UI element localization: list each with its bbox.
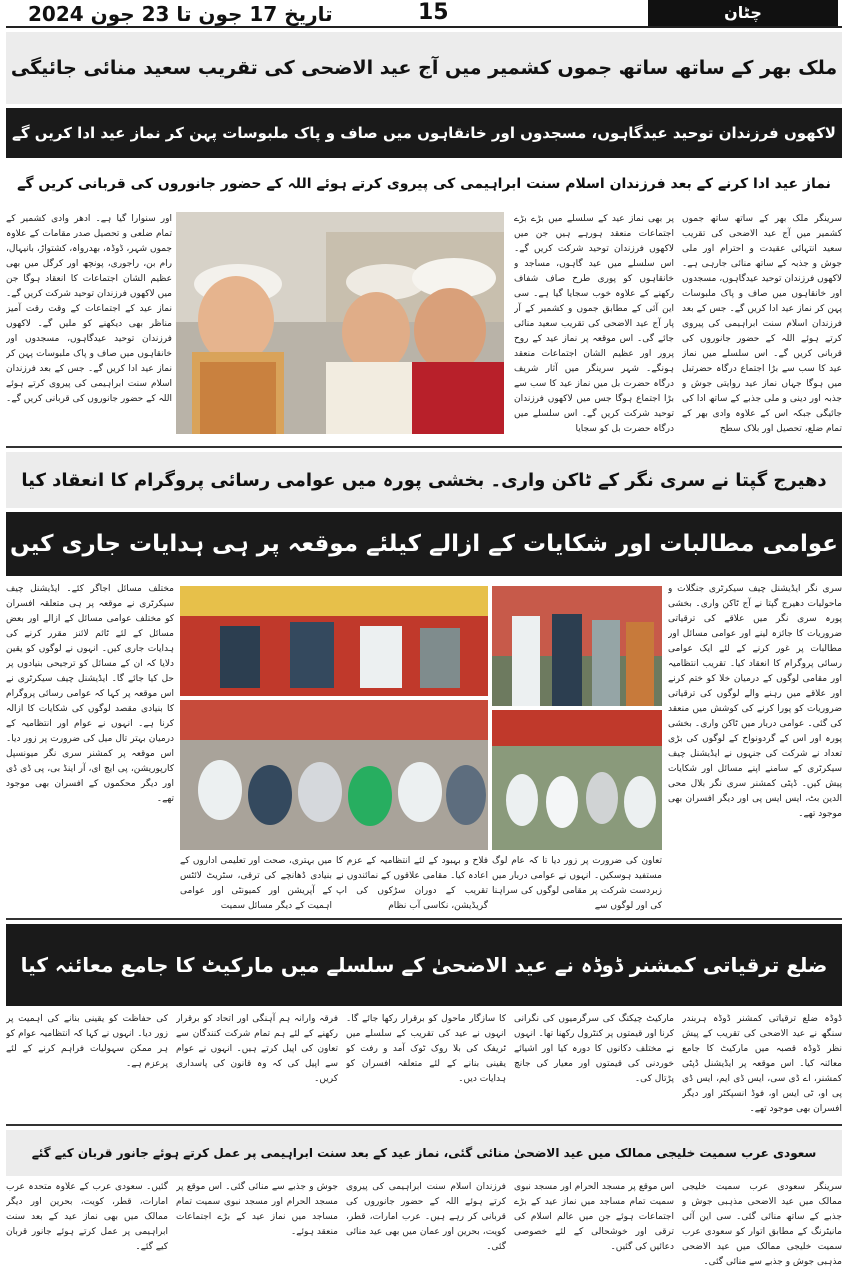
story1-column: پر بھی نماز عید کے سلسلے میں بڑے بڑے اجتماعات منعقد ہورہے ہیں جن میں لاکھوں فرزندان توحید شرکت کریں گے۔ اس سلسلے میں عید گاہوں، مساجد و خانقاہوں کو پوری طرح صاف شفاف رکھنے کے علاوہ خوب سجایا گیا ہے۔ سی این آئی کے مطابق جموں و کشمیر کے آر پار آج عید الاضحی کی تقریب سعید منائی جائے گی۔ اس موقعہ پر نماز عید کے روح پرور اور عظیم الشان اجتماعات منعقد ہونگے۔ شہر سرینگر میں آثار شریف درگاہ حضرت بل میں نماز عید کا سب سے بڑا اجتماع ہوگا جس میں لاکھوں فرزندان توحید شرکت کریں گے۔ اس سلسلے میں درگاہ حضرت بل کو سجایا: [514, 214, 674, 434]
story4-column: جوش و جذبے سے منائی گئی۔ اس موقع پر مسجد الحرام اور مسجد نبوی سمیت تمام مساجد میں نماز عید کے بڑے اجتماعات منعقد ہوئے۔: [176, 1182, 338, 1237]
story3-column: فرقہ وارانہ ہم آہنگی اور اتحاد کو برقرار رکھنے کے لئے ہم تمام شرکت کنندگان سے تعاون کی اپیل کرتے ہیں۔ انہوں نے عوام سے اپیل کی کہ وہ قانون کی پاسداری کریں۔: [176, 1014, 338, 1084]
story1-column: اور سنوارا گیا ہے۔ ادھر وادی کشمیر کے تمام ضلعی و تحصیل صدر مقامات کے علاوہ جموں شہر، ڈوڈہ، بھدرواہ، کشتواڑ، بانیہال، رام بن، راجوری، پونچھ اور کرگل میں بھی عظیم الشان اجتماعات کا انعقاد ہوگا جن میں لاکھوں فرزندان توحید شرکت کریں گے۔ نماز عید کے اجتماعات کے وقت رقت آمیز مناظر بھی دیکھنے کو ملیں گے۔ لاکھوں فرزندان توحید عیدگاہوں، مسجدوں اور خانقاہوں میں صاف و پاک ملبوسات پہن کر نماز عید ادا کریں گے۔ جس کے بعد فرزندان اسلام سنت ابراہیمی کی پیروی کرتے ہوئے اللہ کے حضور جانوروں کی قربانی کریں گے۔: [6, 214, 172, 404]
story2-subheadline: عوامی مطالبات اور شکایات کے ازالے کیلئے موقعہ پر ہی ہدایات جاری کیں: [6, 512, 842, 576]
story3-column: ڈوڈہ ضلع ترقیاتی کمشنر ڈوڈہ ہربندر سنگھ نے عید الاضحی کی تقریب کے پیش نظر ڈوڈہ قصبہ میں مارکیٹ کا جامع معائنہ کیا۔ اس موقعہ پر ایڈیشنل ڈپٹی کمشنر، اے ڈی سی، ایس ڈی ایم، ایس ڈی پی او، ٹی ایس او، فوڈ انسپکٹر اور دیگر افسران بھی موجود تھے۔: [682, 1014, 842, 1114]
story2-bottom-column: تعاون کی ضرورت پر زور دیا تا کہ عام لوگ مستفید ہوسکیں۔ انہوں نے عوامی دربار میں زبردست شرکت پر مقامی لوگوں کی سراہنا کی اور لوگوں سے: [492, 856, 662, 911]
story3-column: مارکیٹ چیکنگ کی سرگرمیوں کی نگرانی کرنا اور قیمتوں پر کنٹرول رکھنا تھا۔ انہوں نے مختلف دکانوں کا دورہ کیا اور اشیائے خوردنی کی قیمتوں اور معیار کی جانچ پڑتال کی۔: [514, 1014, 674, 1084]
story3-column: کا سازگار ماحول کو برقرار رکھا جائے گا۔ انہوں نے عید کی تقریب کے سلسلے میں ٹریفک کی بلا روک ٹوک آمد و رفت کو یقینی بنانے کے لئے متعلقہ افسران کو ہدایات دیں۔: [346, 1014, 506, 1084]
section-divider: [6, 446, 842, 448]
story2-column: سری نگر ایڈیشنل چیف سیکرٹری جنگلات و ماحولیات دھیرج گپتا نے آج ٹاکن واری۔ بخشی پورہ سری نگر میں علاقے کی ترقیاتی ضروریات کا جائزہ لینے اور عوامی مسائل اور مطالبات پر غور کرنے کے لئے ایک عوامی رسائی پروگرام کا انعقاد کیا۔ تقریب انتظامیہ اور مقامی لوگوں کے درمیان خلا کو ختم کرنے اور علاقے میں رہنے والے لوگوں کی ترقیاتی ضروریات کو پورا کرنے کی کوشش میں منعقد کی گئی۔ عوامی دربار میں ٹاکن واری۔ بخشی پورہ اور اس کے گردونواح کے لوگوں کی بڑی تعداد نے شرکت کی جنہوں نے ایڈیشنل چیف سیکرٹری کے سامنے اپنے مسائل اور شکایات پیش کیں۔ ڈپٹی کمشنر سری نگر بلال محی الدین بٹ، ایس ایس پی اور دیگر افسران بھی موجود تھے۔: [668, 584, 842, 819]
section-divider: [6, 918, 842, 920]
story4-column: فرزندان اسلام سنت ابراہیمی کی پیروی کرتے ہوئے اللہ کے حضور جانوروں کی قربانی کر رہے ہیں۔ عرب امارات، قطر، کویت، بحرین اور عمان میں بھی عید منائی گئی۔: [346, 1182, 506, 1252]
story3-headline: ضلع ترقیاتی کمشنر ڈوڈہ نے عید الاضحیٰ کے سلسلے میں مارکیٹ کا جامع معائنہ کیا: [6, 924, 842, 1006]
issue-date: تاریخ 17 جون تا 23 جون 2024: [28, 2, 333, 26]
public-darbar-stage-photo: [180, 586, 488, 696]
story1-subheadline: لاکھوں فرزندان توحید عیدگاہوں، مسجدوں اور خانقاہوں میں صاف و پاک ملبوسات پہن کر نماز عید ادا کریں گے: [6, 108, 842, 158]
gathering-illustration: [492, 710, 662, 850]
gathering-photo: [492, 710, 662, 850]
story2-column: مختلف مسائل اجاگر کئے۔ ایڈیشنل چیف سیکرٹری نے موقعہ پر ہی متعلقہ افسران کو مختلف عوامی مسائل کے ازالے اور بعض مسائل کے لئے ٹائم لائنز مقرر کرنے کی ہدایات جاری کیں۔ انہوں نے لوگوں کو یقین دلایا کہ ان کے مسائل کو ترجیحی بنیادوں پر حل کیا جائے گا۔ ایڈیشنل چیف سیکرٹری نے اس موقعہ پر کہا کہ عوامی رسائی پروگرام کا بنیادی مقصد لوگوں کی شکایات کا ازالہ کرنا ہے۔ انہوں نے عوام اور انتظامیہ کے درمیان بہتر تال میل کی ضرورت پر زور دیا۔ اس موقعہ پر کمشنر سری نگر میونسپل کارپوریشن، پی ایچ ای، آر اینڈ بی، پی ڈی ڈی اور دیگر محکموں کے افسران بھی موجود تھے۔: [6, 584, 174, 804]
section-divider: [6, 1124, 842, 1126]
story2-bottom-column: فلاح و بہبود کے لئے انتظامیہ کے عزم کا اعادہ کیا۔ مقامی علاقوں کے نمائندوں نے تقریب کے دوران سڑکوں کی اپ گریڈیشن، نکاسی آب نظام: [336, 856, 488, 911]
story1-column: سرینگر ملک بھر کے ساتھ ساتھ جموں کشمیر میں آج عید الاضحی کی تقریب سعید انتہائی عقیدت و احترام اور ملی جوش و جذبہ کے ساتھ منائی جارہی ہے۔ لاکھوں فرزندان توحید عیدگاہوں، مسجدوں اور خانقاہوں میں صاف و پاک ملبوسات پہن کر نماز عید ادا کریں گے۔ جس کے بعد فرزندان اسلام سنت ابراہیمی کی پیروی کرتے ہوئے اللہ کے حضور جانوروں کی قربانی کریں گے۔ اس سلسلے میں نماز عید کا سب سے بڑا اجتماع درگاہ حضرتبل میں ہوگا جہاں نماز عید روایتی جوش و جذبہ اور دینی و ملی جذبے کے ساتھ ادا کی جائیگی جبکہ اس کے علاوہ وادی بھر کے تمام ضلع، تحصیل اور بلاک سطح: [682, 214, 842, 434]
eid-children-photo: [176, 212, 504, 434]
masthead: [6, 0, 842, 28]
eid-children-illustration: [176, 212, 504, 434]
crowd-photo: [180, 700, 488, 850]
story4-headline: سعودی عرب سمیت خلیجی ممالک میں عید الاضحیٰ منائی گئی، نماز عید کے بعد سنت ابراہیمی پر عمل کرتے ہوئے جانور قربان کیے گئے: [6, 1130, 842, 1176]
greeting-illustration: [492, 586, 662, 706]
story2-headline: دھیرج گپتا نے سری نگر کے ٹاکن واری۔ بخشی پورہ میں عوامی رسائی پروگرام کا انعقاد کیا: [6, 452, 842, 508]
newspaper-logo: چٹان: [648, 0, 838, 26]
story4-column: سرینگر سعودی عرب سمیت خلیجی ممالک میں عید الاضحی مذہبی جوش و جذبے کے ساتھ منائی گئی۔ سی این آئی مانیٹرنگ کے مطابق اتوار کو سعودی عرب سمیت خلیجی ممالک میں عید الاضحی مذہبی جوش و جذبے سے منائی گئی۔: [682, 1182, 842, 1267]
story1-deck: نماز عید ادا کرنے کے بعد فرزندان اسلام سنت ابراہیمی کی پیروی کرتے ہوئے اللہ کے حضور جانوروں کی قربانی کریں گے: [6, 160, 842, 208]
story4-column: اس موقع پر مسجد الحرام اور مسجد نبوی سمیت تمام مساجد میں نماز عید کے بڑے اجتماعات ہوئے جن میں عالم اسلام کی ترقی اور خوشحالی کے لئے خصوصی دعائیں کی گئیں۔: [514, 1182, 674, 1252]
story1-headline: ملک بھر کے ساتھ ساتھ جموں کشمیر میں آج عید الاضحی کی تقریب سعید منائی جائیگی: [6, 32, 842, 104]
story3-column: کی حفاظت کو یقینی بنانے کی اہمیت پر زور دیا۔ انہوں نے کہا کہ انتظامیہ عوام کو ہر ممکن سہولیات فراہم کرنے کے لئے پرعزم ہے۔: [6, 1014, 168, 1069]
stage-illustration: [180, 586, 488, 696]
crowd-illustration: [180, 700, 488, 850]
story4-column: گئیں۔ سعودی عرب کے علاوہ متحدہ عرب امارات، قطر، کویت، بحرین اور دیگر ممالک میں بھی نماز عید کے بعد سنت ابراہیمی پر عمل کرتے ہوئے جانور قربان کیے گئے۔: [6, 1182, 168, 1252]
page-number: 15: [418, 0, 449, 25]
story2-bottom-column: میں بہتری، صحت اور تعلیمی اداروں کے بنیادی ڈھانچے کی ترقی، سٹریٹ لائٹس کے آپریشن اور کمیونٹی اور عوامی اہمیت کے دیگر مسائل سمیت: [180, 856, 332, 911]
official-greeting-photo: [492, 586, 662, 706]
